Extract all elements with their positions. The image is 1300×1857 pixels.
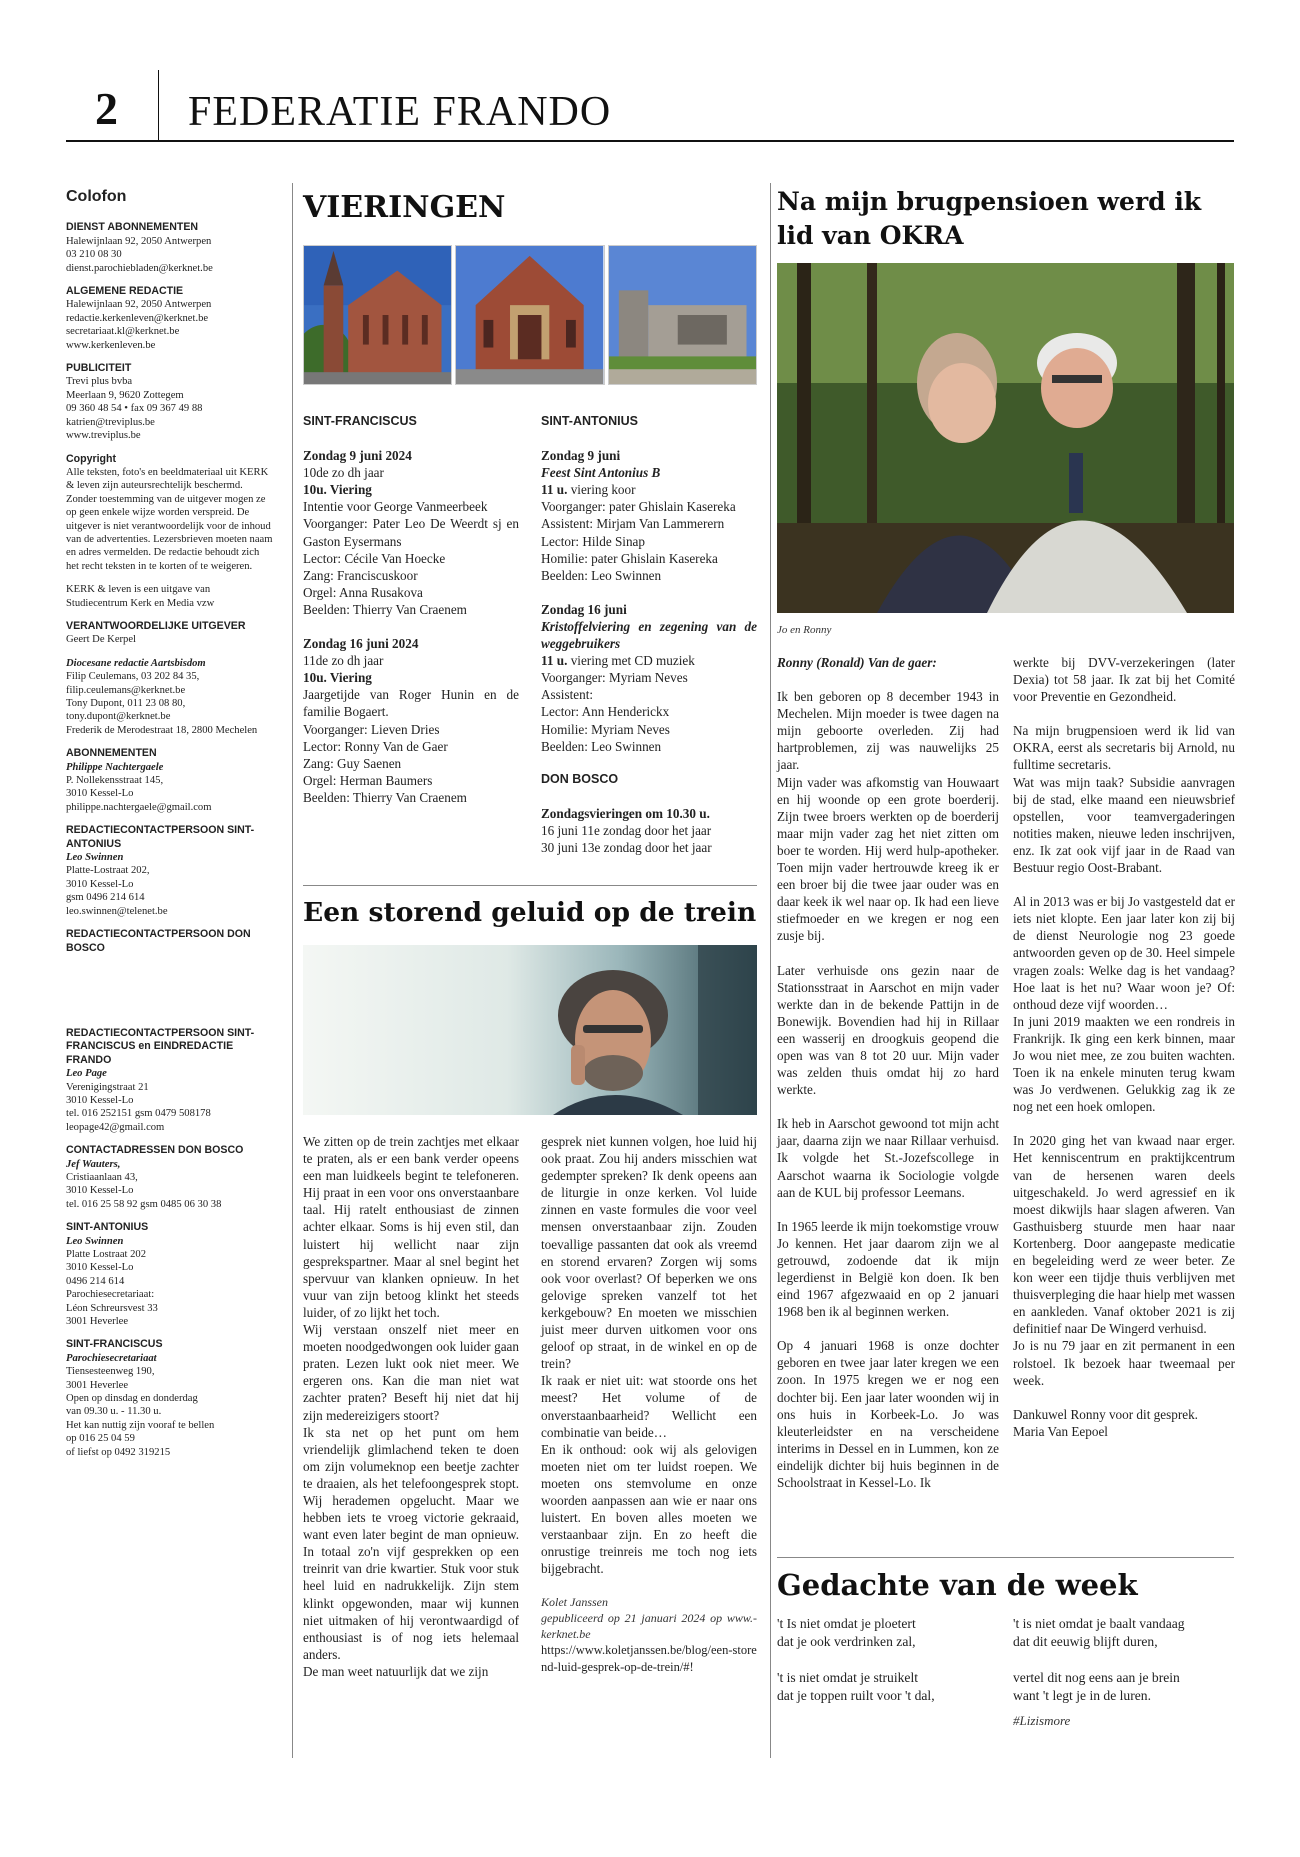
column-separator <box>770 183 771 1758</box>
colofon-block-heading: SINT-ANTONIUS <box>66 1221 149 1234</box>
paragraph: Ik sta net op het punt om hem vriendelijk glimlachend teken te doen om zijn volumeknop een beetje zachter te draaien, als het telefoongesprek stopt. Wij herademen opgelucht. Maar we hebben iets te vroeg victorie gekraaid, want even later begint de man opnieuw. In totaal zo'n vijf gesprekken op een treinrit van drie kwartier. Stuk voor stuk heel luid en nadrukkelijk. Zijn stem klinkt opgewonden, maar wij kunnen niet uitmaken of hij verontwaardigd of enthousiast is of nog iets helemaal anders. <box>303 1424 519 1662</box>
colofon-block <box>66 928 274 955</box>
colofon-block-heading: Copyright <box>66 452 117 465</box>
schedule-line: 11 u. viering koor <box>541 482 636 498</box>
okra-photo <box>777 263 1234 613</box>
colofon-block <box>66 583 274 610</box>
spacer <box>777 1320 999 1337</box>
colofon-block-subheading: Leo Page <box>66 1068 107 1080</box>
colofon-block-subheading: Leo Swinnen <box>66 1235 124 1247</box>
schedule-line: Assistent: Mirjam Van Lammerern <box>541 516 725 532</box>
schedule-line: 11 u. viering met CD muziek <box>541 653 695 669</box>
paragraph: Dankuwel Ronny voor dit gesprek. <box>1013 1406 1198 1422</box>
colofon-line: tony.dupont@kerknet.be <box>66 711 171 723</box>
paragraph: werkte bij DVV-verzekeringen (later Dexia) tot 58 jaar. Ik zat bij het Comité voor Preventie en Gezondheid. <box>1013 655 1235 705</box>
schedule-line: Orgel: Herman Baumers <box>303 772 433 788</box>
schedule-line: Homilie: pater Ghislain Kasereka <box>541 550 718 566</box>
trein-photo <box>303 945 757 1115</box>
colofon-line: van 09.30 u. - 11.30 u. <box>66 1406 162 1418</box>
paragraph: Ronny (Ronald) Van de gaer: <box>777 655 937 670</box>
colofon-line: secretariaat.kl@kerknet.be <box>66 326 180 338</box>
colofon-line: redactie.kerkenleven@kerknet.be <box>66 312 209 324</box>
colofon-block <box>66 657 274 737</box>
colofon-line: tel. 016 252151 gsm 0479 508178 <box>66 1108 211 1120</box>
schedule-line: 10u. Viering <box>303 670 372 686</box>
colofon-block-subheading: Leo Swinnen <box>66 852 124 864</box>
colofon-block-heading: REDACTIECONTACTPERSOON SINT-FRANCISCUS en EINDREDACTIE FRANDO <box>66 1026 255 1066</box>
vieringen-antonius <box>541 413 757 856</box>
antonius-heading: SINT-ANTONIUS <box>541 414 638 428</box>
schedule-line: Lector: Ann Henderickx <box>541 704 670 720</box>
colofon-line: Parochiesecretariaat: <box>66 1289 155 1301</box>
colofon-line: Cristiaanlaan 43, <box>66 1171 138 1183</box>
colofon-block-heading: PUBLICITEIT <box>66 362 132 375</box>
colofon-block-heading: REDACTIECONTACTPERSOON DON BOSCO <box>66 928 251 954</box>
colofon-block-heading: REDACTIECONTACTPERSOON SINT-ANTONIUS <box>66 824 255 850</box>
colofon <box>66 190 274 1469</box>
colofon-block-heading: CONTACTADRESSEN DON BOSCO <box>66 1144 244 1157</box>
schedule-line-time: 11 u. <box>541 653 568 669</box>
okra-title: Na mijn brugpensioen werd ik lid van OKRA <box>777 187 1202 250</box>
colofon-block <box>66 1338 274 1459</box>
gedachte-poem-left <box>777 1615 997 1705</box>
colofon-line: Trevi plus bvba <box>66 376 133 388</box>
paragraph: Ik ben geboren op 8 december 1943 in Mechelen. Mijn moeder is twee dagen na mijn geboorte overleden. Zij had hartproblemen, zij was nauwelijks 25 jaar. <box>777 689 999 773</box>
colofon-line: philippe.nachtergaele@gmail.com <box>66 801 212 813</box>
spacer <box>1013 1115 1235 1132</box>
church-photo-franciscus <box>303 245 452 385</box>
schedule-line: Zondag 16 juni <box>541 601 627 617</box>
colofon-line: Halewijnlaan 92, 2050 Antwerpen <box>66 299 212 311</box>
colofon-line: 0496 214 614 <box>66 1275 125 1287</box>
trein-column-1 <box>303 1133 519 1680</box>
colofon-line: tel. 016 25 58 92 gsm 0485 06 30 38 <box>66 1198 222 1210</box>
colofon-block <box>66 824 274 918</box>
donbosco-schedule <box>541 805 757 856</box>
colofon-block <box>66 453 274 574</box>
paragraph: En ik onthoud: ook wij als gelovigen moeten niet om ter luidst roepen. We moeten ons stemvolume en onze woorden aanpassen aan wie er naar ons luistert. En boven alles moeten we verstaanbaar zijn. En zo heeft die onrustige treinreis me toch nog iets bijgebracht. <box>541 1441 757 1577</box>
spacer <box>1013 705 1235 722</box>
schedule-line: 16 juni 11e zondag door het jaar <box>541 822 712 838</box>
column-separator <box>292 183 293 1758</box>
colofon-blocks <box>66 221 274 1459</box>
colofon-line: P. Nollekensstraat 145, <box>66 775 164 787</box>
colofon-line: 3001 Heverlee <box>66 1316 129 1328</box>
header-divider <box>158 70 159 140</box>
colofon-line: Alle teksten, foto's en beeldmateriaal uit KERK & leven zijn auteursrechtelijk beschermd. Zonder toestemming van de uitgever mogen ze op geen enkele wijze worden verspreid. De uitgever is niet verantwoordelijk voor de inhoud van de advertenties. Lezersbrieven moeten naam en adres vermelden. De redactie behoudt zich het recht teksten in te korten of te weigeren. <box>66 466 273 572</box>
poem-line: 't Is niet omdat je ploetert <box>777 1616 916 1631</box>
gedachte-title: Gedachte van de week <box>777 1568 1138 1602</box>
colofon-line: dienst.parochiebladen@kerknet.be <box>66 262 213 274</box>
schedule-line: Zondag 9 juni <box>541 448 621 464</box>
schedule-line: Homilie: Myriam Neves <box>541 721 670 737</box>
spacer <box>541 584 757 601</box>
colofon-block <box>66 620 274 647</box>
colofon-line: Tiensesteenweg 190, <box>66 1366 155 1378</box>
colofon-line: www.kerkenleven.be <box>66 339 156 351</box>
colofon-line: filip.ceulemans@kerknet.be <box>66 684 186 696</box>
section-divider <box>303 885 757 886</box>
schedule-line: Kristoffelviering en zegening van de weggebruikers <box>541 618 757 652</box>
spacer <box>1013 1389 1235 1406</box>
poem-line: want 't legt je in de luren. <box>1013 1688 1151 1703</box>
poem-line: vertel dit nog eens aan je brein <box>1013 1670 1180 1685</box>
schedule-line: Zang: Guy Saenen <box>303 755 402 771</box>
spacer <box>777 1201 999 1218</box>
gedachte-poem-right <box>1013 1615 1235 1705</box>
paragraph: Mijn vader was afkomstig van Houwaart en hij woonde op een grote boerderij. Zijn twee broers werkten op de boerderij maar mijn vader zag het niet zitten om boer te worden. Hij werd hulp-apotheker. Toen mijn vader hertrouwde kreeg ik er een broer bij die twee jaar ouder was en daar keek ik wel naar op. Ik had een lieve stiefmoeder en we kregen er nog een zusje bij. <box>777 774 999 944</box>
colofon-block-heading: VERANTWOORDELIJKE UITGEVER <box>66 619 246 632</box>
colofon-line: Het kan nuttig zijn vooraf te bellen <box>66 1419 215 1431</box>
donbosco-heading: DON BOSCO <box>541 771 619 786</box>
colofon-line: 03 210 08 30 <box>66 249 122 261</box>
okra-column-1 <box>777 654 999 1491</box>
colofon-line: 09 360 48 54 • fax 09 367 49 88 <box>66 403 203 415</box>
colofon-block-heading: SINT-FRANCISCUS <box>66 1338 163 1351</box>
schedule-line: Assistent: <box>541 687 594 703</box>
colofon-line: Open op dinsdag en donderdag <box>66 1393 198 1405</box>
poem-line: 't is niet omdat je baalt vandaag <box>1013 1616 1185 1631</box>
schedule-line: Feest Sint Antonius B <box>541 465 661 481</box>
colofon-line: gsm 0496 214 614 <box>66 892 145 904</box>
colofon-block <box>66 1027 274 1134</box>
colofon-line: www.treviplus.be <box>66 430 141 442</box>
colofon-block <box>66 1221 274 1328</box>
colofon-line: Verenigingstraat 21 <box>66 1081 149 1093</box>
spacer <box>777 671 999 688</box>
paragraph: Wij verstaan onszelf niet meer en moeten noodgedwongen ook luider gaan praten. Lezen lukt ook niet meer. We ergeren ons. Kan die man niet wat zachter praten? Beseft hij niet dat hij zijn medereizigers stoort? <box>303 1322 519 1423</box>
colofon-block-subheading: Jef Wauters, <box>66 1158 121 1170</box>
vieringen-title: VIERINGEN <box>303 190 506 225</box>
paragraph: Ik heb in Aarschot gewoond tot mijn acht jaar, daarna zijn we naar Rillaar verhuisd. Ik volgde het St.-Jozefscollege in Aarschot waarna ik Sociologie volgde aan de KUL bij professor Leemans. <box>777 1116 999 1200</box>
paragraph: We zitten op de trein zachtjes met elkaar te praten, als er een bank verder opeens een man luidkeels begint te telefoneren. Hij praat in een voor ons onverstaanbare taal. Hij ratelt enthousiast de zinnen achter elkaar. Soms is hij even stil, dan luistert hij wellicht naar zijn gesprekspartner. Maar al snel begint het spervuur van klanken opnieuw. In het vuur van zijn betoog klinkt het steeds luider, of zo lijkt het toch. <box>303 1134 519 1320</box>
schedule-line: Beelden: Thierry Van Craenem <box>303 789 467 805</box>
header-rule <box>66 140 1234 142</box>
colofon-line: of liefst op 0492 319215 <box>66 1446 171 1458</box>
schedule-line: Zondag 16 juni 2024 <box>303 636 419 652</box>
paragraph: De man weet natuurlijk dat we zijn <box>303 1663 489 1679</box>
schedule-line: Orgel: Anna Rusakova <box>303 584 423 600</box>
paragraph: Na mijn brugpensioen werd ik lid van OKRA, eerst als secretaris bij Arnold, nu fulltime secretaris. <box>1013 723 1235 773</box>
franciscus-heading: SINT-FRANCISCUS <box>303 414 417 428</box>
section-divider <box>777 1557 1234 1558</box>
schedule-line: 11de zo dh jaar <box>303 653 384 669</box>
antonius-schedule <box>541 447 757 755</box>
schedule-line: Voorganger: Pater Leo De Weerdt sj en Gaston Eysermans <box>303 516 519 549</box>
colofon-block-heading: Diocesane redactie Aartsbisdom <box>66 657 206 669</box>
schedule-line: 10u. Viering <box>303 482 372 498</box>
schedule-line: Lector: Cécile Van Hoecke <box>303 550 446 566</box>
paragraph: Jo is nu 79 jaar en zit permanent in een rolstoel. Ik bezoek haar tweemaal per week. <box>1013 1338 1235 1388</box>
franciscus-schedule <box>303 447 519 806</box>
page-number: 2 <box>95 83 118 134</box>
paragraph: Ik raak er niet uit: wat stoorde ons het meest? Het volume of de onverstaanbaarheid? Wellicht een combinatie van beide… <box>541 1373 757 1440</box>
paragraph: Op 4 januari 1968 is onze dochter geboren en twee jaar later kregen we een zoon. In 1975 kregen we er nog een dochter bij. Een jaar later woonden wij in ons huis in Korbeek-Lo. Jo was kleuterleidster en na verscheidene interims in Dessel en in Lummen, kon ze eindelijk dichter bij huis beginnen in de Schoolstraat in Kessel-Lo. Ik <box>777 1338 999 1491</box>
spacer <box>1013 1651 1235 1669</box>
gedachte-tag: #Lizismore <box>1013 1713 1071 1728</box>
schedule-line-time: 11 u. <box>541 482 568 498</box>
colofon-line: Frederik de Merodestraat 18, 2800 Mechelen <box>66 724 258 736</box>
schedule-line: Voorganger: Myriam Neves <box>541 670 688 686</box>
colofon-line: Geert De Kerpel <box>66 634 136 646</box>
church-photos <box>303 245 757 385</box>
colofon-block <box>66 362 274 442</box>
colofon-line: katrien@treviplus.be <box>66 416 155 428</box>
colofon-line: 3010 Kessel-Lo <box>66 878 134 890</box>
paragraph: Wat was mijn taak? Subsidie aanvragen bij de stad, elke maand een nieuwsbrief opstellen, voor teamvergaderingen notities maken, nieuwe leden inschrijven, enz. Ik zat ook vijf jaar in de Raad van Bestuur regio Oost-Brabant. <box>1013 774 1235 876</box>
okra-caption: Jo en Ronny <box>777 624 832 636</box>
paragraph: In 2020 ging het van kwaad naar erger. Het kenniscentrum en praktijkcentrum van de hersenen waren deels uitgeschakeld. Jo werd agressief en ik moest dikwijls haar slagen afweren. Van Gasthuisberg stuurde men haar naar Kortenberg. Door aangepaste medicatie en begeleiding werd ze weer beter. Ze kon weer een tijdje thuis verblijven met thuisverpleging die haar hielp met wassen en aankleden. Vanaf oktober 2021 is zij definitief naar De Wingerd verhuisd. <box>1013 1133 1235 1337</box>
paragraph: Later verhuisde ons gezin naar de Stationsstraat in Aarschot en mijn vader werkte dan in de bekende Pattijn in de Bonewijk. Bovendien had hij in Rillaar een wasserij en droogkuis geopend die open was van 8 tot 20 uur. Mijn vader was zelden thuis omdat hij zo hard werkte. <box>777 962 999 1098</box>
colofon-line: 3010 Kessel-Lo <box>66 1262 134 1274</box>
colofon-block <box>66 747 274 814</box>
colofon-block-heading: ABONNEMENTEN <box>66 747 157 760</box>
paragraph: In juni 2019 maakten we een rondreis in Frankrijk. Ik ging een kerk binnen, maar Jo wou niet mee, ze zou buiten wachten. Toen ik na enkele minuten terug kwam was Jo verdwenen. Gelukkig zag ik ze nog net een hoek omlopen. <box>1013 1013 1235 1115</box>
schedule-line: Beelden: Leo Swinnen <box>541 567 662 583</box>
trein-column-2 <box>541 1133 757 1675</box>
poem-line: dat dit eeuwig blijft duren, <box>1013 1634 1158 1649</box>
colofon-line: Meerlaan 9, 9620 Zottegem <box>66 389 184 401</box>
spacer <box>777 1098 999 1115</box>
schedule-line: Voorganger: Lieven Dries <box>303 721 440 737</box>
colofon-line: Filip Ceulemans, 03 202 84 35, <box>66 671 200 683</box>
colofon-line: Platte Lostraat 202 <box>66 1249 147 1260</box>
trein-author: Kolet Janssen <box>541 1595 608 1610</box>
spacer <box>303 618 519 635</box>
schedule-line: Voorganger: pater Ghislain Kasereka <box>541 499 736 515</box>
colofon-block <box>66 285 274 352</box>
colofon-line: Tony Dupont, 011 23 08 80, <box>66 698 186 709</box>
paragraph: Al in 2013 was er bij Jo vastgesteld dat er iets niet klopte. Een jaar later kon zij bij de dienst Neurologie nog 23 goede antwoorden geven op de 30. Heel simpele vragen zoals: Welke dag is het vandaag? Hoe laat is het nu? Waar woon je? Of: onthoud deze vijf woorden… <box>1013 894 1235 1012</box>
paragraph: In 1965 leerde ik mijn toekomstige vrouw Jo kennen. Het jaar daarom zijn we al getrouwd, zodoende dat ik mijn legerdienst in België kon doen. Ik ben eind 1967 afgezwaaid en op 2 januari 1968 ben ik al beginnen werken. <box>777 1218 999 1320</box>
colofon-line: KERK & leven is een uitgave van Studiecentrum Kerk en Media vzw <box>66 584 215 609</box>
church-photo-donbosco <box>608 245 757 385</box>
schedule-line: Zondag 9 juni 2024 <box>303 448 412 464</box>
colofon-block <box>66 1144 274 1211</box>
schedule-line: 30 juni 13e zondag door het jaar <box>541 839 712 855</box>
church-photo-antonius <box>455 245 604 385</box>
colofon-block-heading: ALGEMENE REDACTIE <box>66 285 184 298</box>
trein-title: Een storend geluid op de trein <box>303 897 757 928</box>
colofon-line: 3010 Kessel-Lo <box>66 1185 134 1197</box>
spacer <box>777 1651 997 1669</box>
schedule-line: Beelden: Thierry Van Craenem <box>303 601 467 617</box>
schedule-line: 10de zo dh jaar <box>303 465 384 481</box>
schedule-line: Zang: Franciscuskoor <box>303 567 418 583</box>
trein-column-2-body <box>541 1133 757 1577</box>
poem-line: dat je toppen ruilt voor 't dal, <box>777 1688 935 1703</box>
schedule-line: Zondagsvieringen om 10.30 u. <box>541 805 710 821</box>
colofon-line: Halewijnlaan 92, 2050 Antwerpen <box>66 235 212 247</box>
colofon-line: op 016 25 04 59 <box>66 1433 135 1445</box>
colofon-title: Colofon <box>66 188 127 205</box>
colofon-line: 3001 Heverlee <box>66 1379 129 1391</box>
poem-line: dat je ook verdrinken zal, <box>777 1634 916 1649</box>
colofon-block-heading: DIENST ABONNEMENTEN <box>66 221 199 234</box>
section-title: FEDERATIE FRANDO <box>188 89 612 135</box>
poem-line: 't is niet omdat je struikelt <box>777 1670 919 1685</box>
colofon-line: leo.swinnen@telenet.be <box>66 905 168 917</box>
paragraph: Maria Van Eepoel <box>1013 1423 1108 1439</box>
colofon-line: 3010 Kessel-Lo <box>66 788 134 800</box>
colofon-line: Platte-Lostraat 202, <box>66 865 150 877</box>
schedule-line: Beelden: Leo Swinnen <box>541 738 662 754</box>
colofon-line: leopage42@gmail.com <box>66 1121 165 1133</box>
colofon-block-subheading: Philippe Nachtergaele <box>66 761 164 773</box>
spacer <box>777 945 999 962</box>
vieringen-franciscus <box>303 413 519 806</box>
colofon-line: Léon Schreursvest 33 <box>66 1302 158 1314</box>
spacer <box>1013 876 1235 893</box>
colofon-block-subheading: Parochiesecretariaat <box>66 1352 157 1364</box>
schedule-line: Intentie voor George Vanmeerbeek <box>303 499 488 515</box>
okra-column-2 <box>1013 654 1235 1440</box>
trein-url[interactable]: https://www.koletjanssen.be/blog/een-storend-luid-gesprek-op-de-trein/#! <box>541 1643 757 1674</box>
colofon-line: 3010 Kessel-Lo <box>66 1094 134 1106</box>
trein-published: gepubliceerd op 21 januari 2024 op www.-kerknet.be <box>541 1611 757 1642</box>
paragraph: gesprek niet kunnen volgen, hoe luid hij ook praat. Zou hij anders misschien wat gedempter spreken? Ik denk opeens aan de liturgie in onze kerken. Vol luide zinnen en vaste formules die voor veel mensen onverstaanbaar zijn. Zouden toevallige passanten dat ook als vreemd en storend ervaren? Zorgen wij soms ook voor overlast? Of beperken we ons gelovige spreken vanzelf tot het kerkgebouw? En moeten we misschien juist meer durven uitkomen voor ons geloof op straat, in de winkel en op de trein? <box>541 1134 757 1372</box>
colofon-block <box>66 221 274 275</box>
schedule-line: Jaargetijde van Roger Hunin en de familie Bogaert. <box>303 687 519 720</box>
schedule-line: Lector: Hilde Sinap <box>541 533 646 549</box>
schedule-line: Lector: Ronny Van de Gaer <box>303 738 448 754</box>
